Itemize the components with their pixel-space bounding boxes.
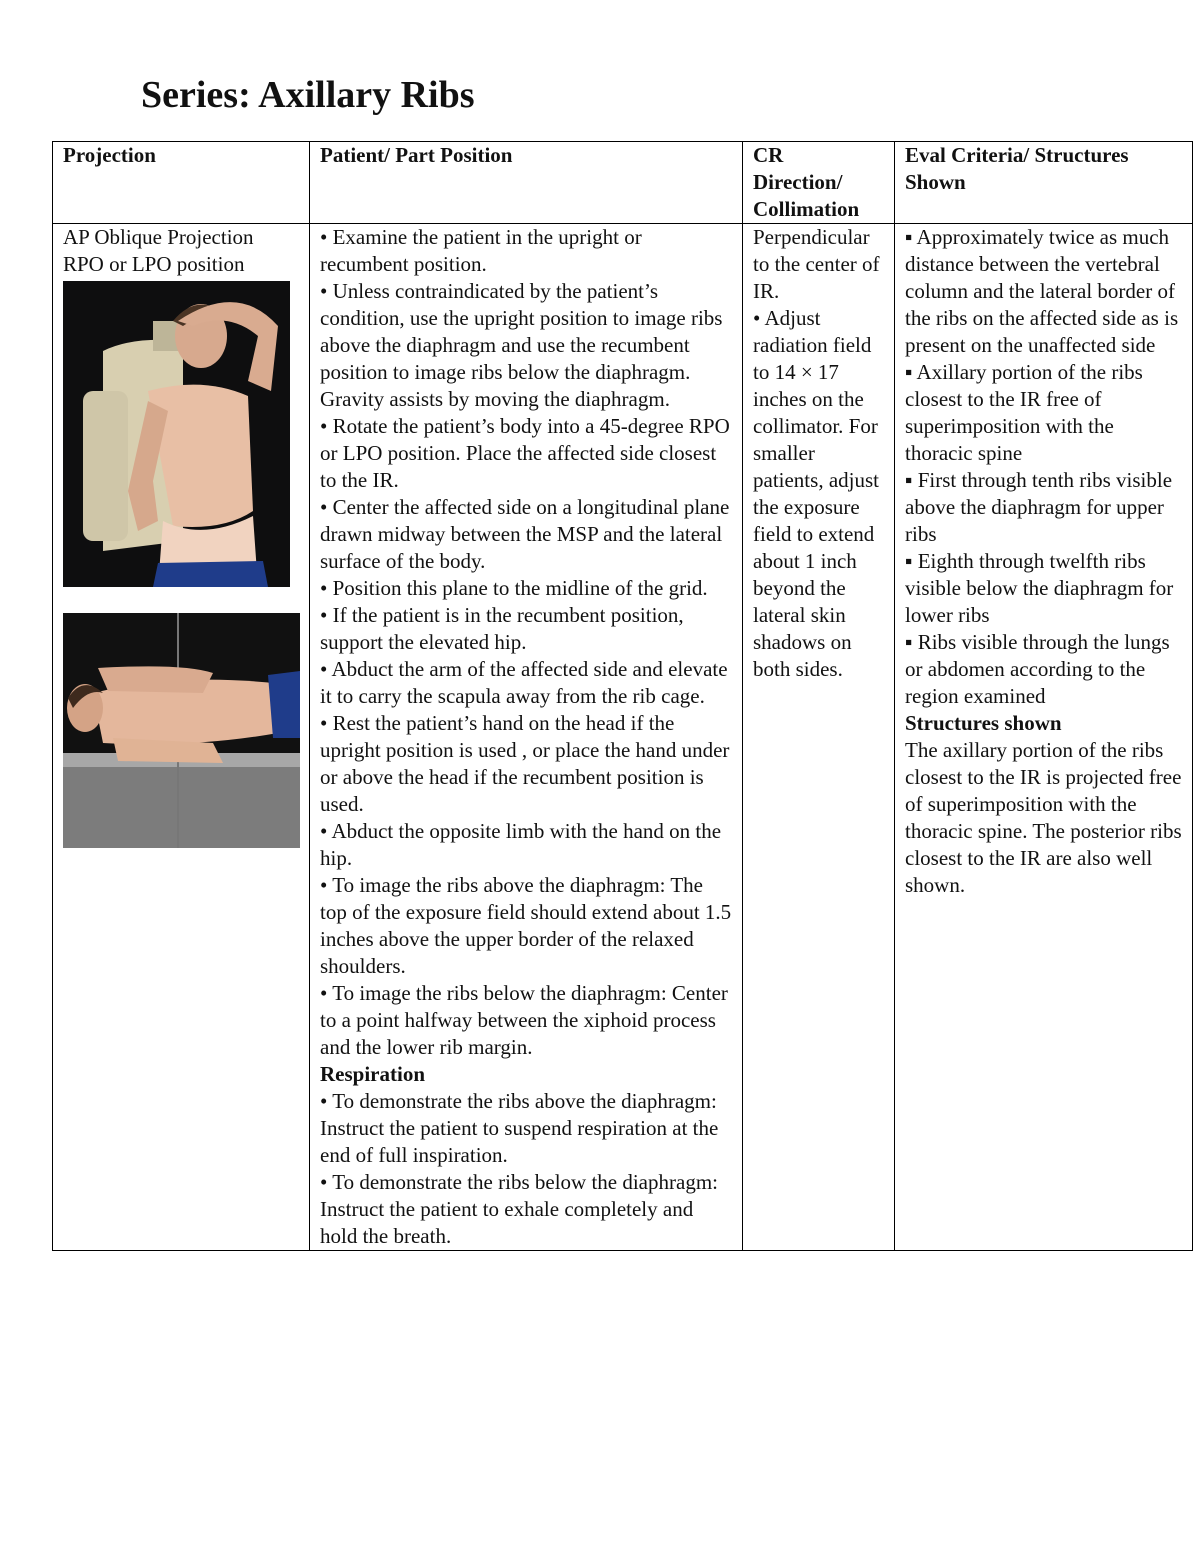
- page-title: Series: Axillary Ribs: [141, 74, 475, 116]
- position-item: • Unless contraindicated by the patient’s condition, use the upright position to image ribs above the diaphragm and use the recumbent position to image ribs below the diaphragm. Gravity assists by moving the diaphragm.: [320, 279, 723, 411]
- position-item: • Examine the patient in the upright or recumbent position.: [320, 225, 642, 276]
- series-table: [52, 141, 1193, 1251]
- respiration-heading: Respiration: [320, 1062, 425, 1086]
- position-item: • Center the affected side on a longitudinal plane drawn midway between the MSP and the lateral surface of the body.: [320, 495, 730, 573]
- header-eval: Eval Criteria/ Structures Shown: [895, 142, 1193, 224]
- header-projection: Projection: [53, 142, 310, 224]
- eval-item: ▪ Approximately twice as much distance between the vertebral column and the lateral border of the ribs on the affected side as is present on the unaffected side: [905, 225, 1179, 357]
- header-cr-line1: CR: [753, 143, 784, 167]
- eval-item: ▪ First through tenth ribs visible above the diaphragm for upper ribs: [905, 468, 1173, 546]
- respiration-item: • To demonstrate the ribs above the diaphragm: Instruct the patient to suspend respiration at the end of full inspiration.: [320, 1089, 719, 1167]
- header-position: Patient/ Part Position: [310, 142, 743, 224]
- position-item: • To image the ribs below the diaphragm: Center to a point halfway between the xiphoid process and the lower rib margin.: [320, 981, 728, 1059]
- header-cr: [743, 142, 895, 224]
- position-item: • Rest the patient’s hand on the head if the upright position is used , or place the hand under or above the head if the recumbent position is used.: [320, 711, 730, 816]
- projection-cell: [53, 224, 310, 1251]
- position-item: • Abduct the opposite limb with the hand on the hip.: [320, 819, 722, 870]
- header-row: [53, 142, 1193, 224]
- respiration-list: [320, 1088, 734, 1250]
- position-item: • To image the ribs above the diaphragm: The top of the exposure field should extend about 1.5 inches above the upper border of the relaxed shoulders.: [320, 873, 732, 978]
- projection-position: RPO or LPO position: [63, 252, 245, 276]
- header-cr-line2: Direction/: [753, 170, 843, 194]
- eval-item: ▪ Axillary portion of the ribs closest to the IR free of superimposition with the thoracic spine: [905, 360, 1143, 465]
- eval-item: ▪ Eighth through twelfth ribs visible below the diaphragm for lower ribs: [905, 549, 1174, 627]
- content-row: [53, 224, 1193, 1251]
- position-item: • If the patient is in the recumbent position, support the elevated hip.: [320, 603, 684, 654]
- cr-text-1: Perpendicular to the center of IR.: [753, 225, 880, 303]
- cr-text-2: • Adjust radiation field to 14 × 17 inches on the collimator. For smaller patients, adjust the exposure field to extend about 1 inch beyond the lateral skin shadows on both sides.: [753, 306, 879, 681]
- eval-item: ▪ Ribs visible through the lungs or abdomen according to the region examined: [905, 630, 1170, 708]
- structures-heading: Structures shown: [905, 711, 1062, 735]
- patient-upright-photo: [63, 281, 290, 587]
- patient-recumbent-photo: [63, 613, 300, 848]
- position-item: • Position this plane to the midline of the grid.: [320, 576, 708, 600]
- eval-list: [905, 224, 1184, 710]
- position-item: • Abduct the arm of the affected side and elevate it to carry the scapula away from the rib cage.: [320, 657, 728, 708]
- header-cr-line3: Collimation: [753, 197, 860, 221]
- projection-name: AP Oblique Projection: [63, 225, 254, 249]
- position-item: • Rotate the patient’s body into a 45-degree RPO or LPO position. Place the affected side closest to the IR.: [320, 414, 730, 492]
- respiration-item: • To demonstrate the ribs below the diaphragm: Instruct the patient to exhale completely and hold the breath.: [320, 1170, 718, 1248]
- position-cell: [310, 224, 743, 1251]
- eval-cell: [895, 224, 1193, 1251]
- position-list: [320, 224, 734, 1061]
- structures-text: The axillary portion of the ribs closest to the IR is projected free of superimposition with the thoracic spine. The posterior ribs closest to the IR are also well shown.: [905, 738, 1182, 897]
- cr-cell: [743, 224, 895, 1251]
